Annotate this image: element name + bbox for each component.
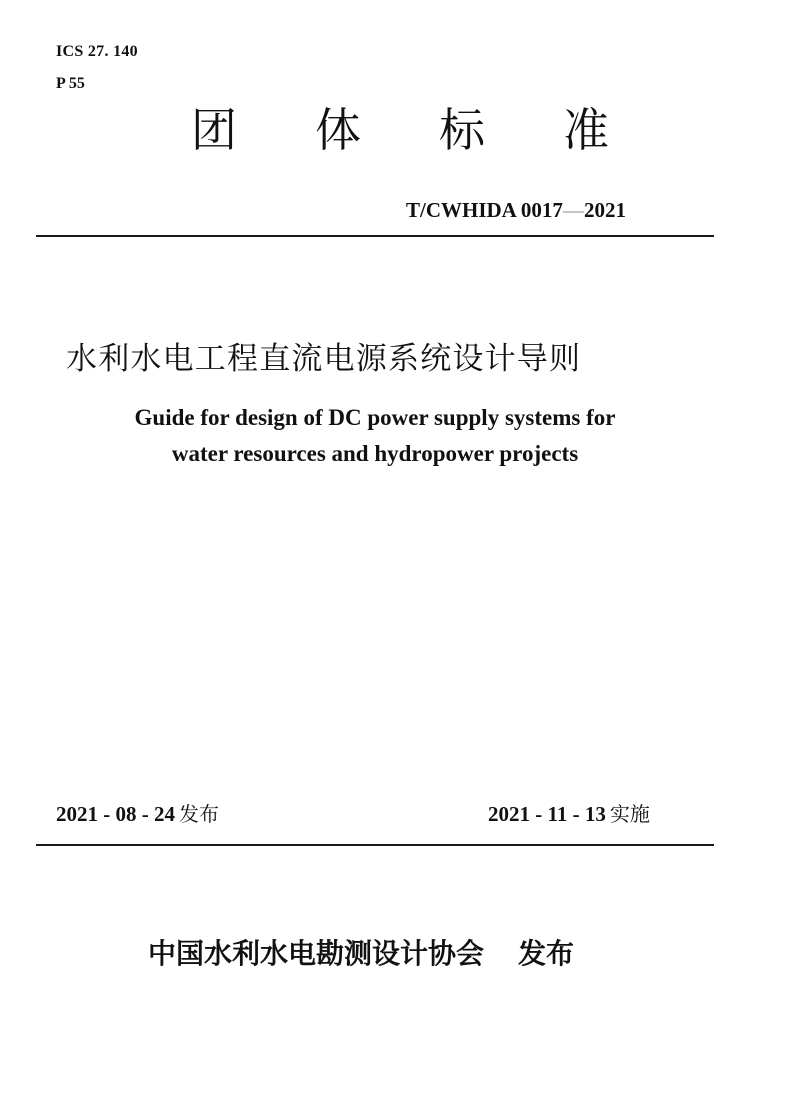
title-chinese: 水利水电工程直流电源系统设计导则	[66, 341, 582, 377]
bottom-divider	[36, 844, 714, 846]
standard-type-char: 团	[191, 103, 237, 157]
standard-number-year: 2021	[583, 198, 626, 222]
standard-number	[406, 197, 626, 223]
implementation-date-value: 2021 - 11 - 13	[488, 802, 606, 826]
publish-label: 发布	[518, 937, 575, 970]
standard-number-dash: —	[562, 198, 584, 222]
title-english-line-1: Guide for design of DC power supply systems for	[134, 405, 616, 430]
issue-date-value: 2021 - 08 - 24	[56, 802, 175, 826]
ics-code: ICS 27. 140	[56, 43, 138, 60]
standard-type-char: 准	[563, 103, 609, 157]
implementation-date	[488, 800, 650, 828]
publisher-line	[148, 934, 574, 974]
standard-type-heading	[190, 100, 610, 160]
top-divider	[36, 235, 714, 237]
standard-type-char: 标	[439, 103, 485, 157]
implementation-date-label: 实施	[609, 802, 650, 826]
title-english-line-2: water resources and hydropower projects	[171, 441, 579, 466]
standard-type-char: 体	[315, 103, 361, 157]
title-english	[60, 400, 690, 472]
ccs-code: P 55	[56, 75, 85, 92]
publisher-name: 中国水利水电勘测设计协会	[148, 937, 485, 970]
issue-date	[56, 800, 219, 828]
standard-number-prefix: T/CWHIDA 0017	[406, 198, 563, 222]
issue-date-label: 发布	[179, 802, 219, 826]
